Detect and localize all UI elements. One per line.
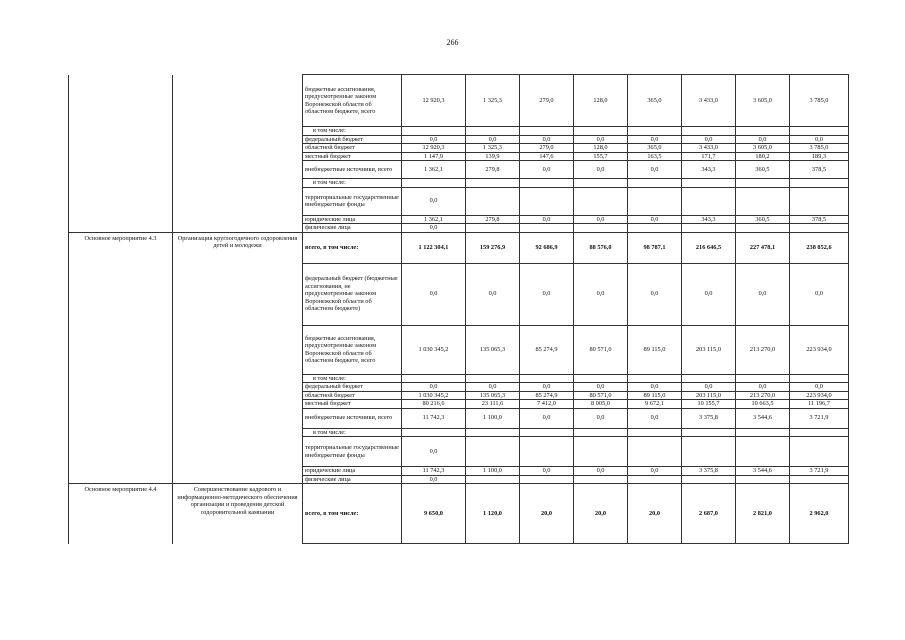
empty-cell [736, 475, 790, 484]
empty-cell [402, 428, 466, 437]
value-cell: 0,0 [402, 383, 466, 392]
row-label: юридические лица [303, 215, 402, 224]
empty-cell [790, 224, 849, 233]
empty-cell [520, 374, 574, 383]
value-cell: 0,0 [790, 383, 849, 392]
value-cell: 0,0 [402, 263, 466, 325]
row-label: территориальные государственные внебюджетные фонды [303, 437, 402, 467]
value-cell: 378,5 [790, 161, 849, 179]
empty-cell [574, 437, 628, 467]
empty-cell [574, 127, 628, 136]
empty-cell [466, 224, 520, 233]
value-cell: 7 412,0 [520, 400, 574, 409]
value-cell: 213 270,0 [736, 325, 790, 374]
value-cell: 11 196,7 [790, 400, 849, 409]
empty-cell [466, 437, 520, 467]
row-label: юридические лица [303, 467, 402, 476]
measure-description: Совершенствование кадрового и информационно-методического обеспечения организации и проведения детской оздоровительной кампании [173, 484, 303, 544]
value-cell: 3 785,0 [790, 144, 849, 153]
empty-cell [628, 127, 682, 136]
value-cell: 9 650,0 [402, 484, 466, 544]
empty-cell [574, 224, 628, 233]
value-cell: 2 962,0 [790, 484, 849, 544]
empty-cell [628, 475, 682, 484]
value-cell: 0,0 [682, 383, 736, 392]
value-cell: 3 544,6 [736, 467, 790, 476]
value-cell: 89 115,0 [628, 325, 682, 374]
empty-cell [736, 374, 790, 383]
row-label: бюджетные ассигнования, предусмотренные законом Воронежской области об областном бюджете, всего [303, 325, 402, 374]
value-cell: 0,0 [402, 437, 466, 467]
value-cell: 216 646,5 [682, 232, 736, 263]
value-cell: 0,0 [520, 383, 574, 392]
empty-cell [466, 127, 520, 136]
value-cell: 213 270,0 [736, 391, 790, 400]
value-cell: 1 030 345,2 [402, 325, 466, 374]
value-cell: 279,8 [466, 215, 520, 224]
value-cell: 0,0 [574, 383, 628, 392]
empty-cell [790, 475, 849, 484]
row-label: в том числе: [303, 428, 402, 437]
value-cell: 0,0 [628, 467, 682, 476]
value-cell: 0,0 [402, 475, 466, 484]
value-cell: 3 785,0 [790, 75, 849, 127]
value-cell: 139,9 [466, 152, 520, 161]
row-label: физические лица [303, 475, 402, 484]
empty-cell [790, 437, 849, 467]
value-cell: 343,3 [682, 215, 736, 224]
value-cell: 3 433,0 [682, 144, 736, 153]
value-cell: 80 571,0 [574, 391, 628, 400]
value-cell: 80 216,6 [402, 400, 466, 409]
row-label: местный бюджет [303, 152, 402, 161]
value-cell: 0,0 [574, 161, 628, 179]
empty-cell [574, 179, 628, 188]
empty-cell [574, 374, 628, 383]
value-cell: 163,5 [628, 152, 682, 161]
row-label: областной бюджет [303, 144, 402, 153]
value-cell: 9 672,1 [628, 400, 682, 409]
empty-cell [402, 179, 466, 188]
value-cell: 10 155,7 [682, 400, 736, 409]
value-cell: 85 274,9 [520, 391, 574, 400]
empty-cell [736, 437, 790, 467]
empty-cell [402, 374, 466, 383]
empty-cell [790, 179, 849, 188]
empty-cell [790, 127, 849, 136]
value-cell: 279,8 [466, 161, 520, 179]
value-cell: 360,5 [736, 161, 790, 179]
value-cell: 128,0 [574, 75, 628, 127]
value-cell: 171,7 [682, 152, 736, 161]
value-cell: 0,0 [520, 467, 574, 476]
value-cell: 0,0 [628, 215, 682, 224]
row-label: местный бюджет [303, 400, 402, 409]
empty-cell [736, 428, 790, 437]
value-cell: 1 147,9 [402, 152, 466, 161]
value-cell: 1 120,0 [466, 484, 520, 544]
value-cell: 0,0 [520, 135, 574, 144]
empty-cell [790, 187, 849, 215]
empty-cell [682, 428, 736, 437]
empty-cell [466, 374, 520, 383]
value-cell: 89 115,0 [628, 391, 682, 400]
row-label: всего, в том числе: [303, 484, 402, 544]
row-label: всего, в том числе: [303, 232, 402, 263]
row-label: физические лица [303, 224, 402, 233]
value-cell: 3 721,9 [790, 408, 849, 428]
empty-cell [520, 127, 574, 136]
empty-cell [466, 428, 520, 437]
value-cell: 155,7 [574, 152, 628, 161]
empty-cell [520, 475, 574, 484]
value-cell: 223 934,0 [790, 325, 849, 374]
value-cell: 0,0 [402, 224, 466, 233]
value-cell: 279,0 [520, 75, 574, 127]
value-cell: 92 686,9 [520, 232, 574, 263]
value-cell: 279,0 [520, 144, 574, 153]
empty-cell [736, 179, 790, 188]
value-cell: 1 325,3 [466, 75, 520, 127]
value-cell: 180,2 [736, 152, 790, 161]
value-cell: 0,0 [682, 135, 736, 144]
row-label: в том числе: [303, 179, 402, 188]
empty-cell [682, 187, 736, 215]
value-cell: 343,3 [682, 161, 736, 179]
empty-cell [628, 224, 682, 233]
empty-cell [628, 187, 682, 215]
value-cell: 0,0 [790, 135, 849, 144]
value-cell: 227 478,1 [736, 232, 790, 263]
value-cell: 85 274,9 [520, 325, 574, 374]
value-cell: 0,0 [466, 263, 520, 325]
value-cell: 238 852,6 [790, 232, 849, 263]
value-cell: 365,0 [628, 144, 682, 153]
value-cell: 0,0 [574, 135, 628, 144]
empty-cell [682, 475, 736, 484]
value-cell: 1 100,0 [466, 408, 520, 428]
empty-cell [402, 127, 466, 136]
empty-cell [682, 374, 736, 383]
value-cell: 10 663,5 [736, 400, 790, 409]
measure-description-continued [173, 75, 303, 233]
row-label: федеральный бюджет (бюджетные ассигнования, не предусмотренные законом Воронежской области об областном бюджете) [303, 263, 402, 325]
value-cell: 203 115,0 [682, 325, 736, 374]
row-label: в том числе: [303, 374, 402, 383]
value-cell: 11 742,3 [402, 467, 466, 476]
empty-cell [628, 374, 682, 383]
value-cell: 0,0 [736, 383, 790, 392]
empty-cell [466, 187, 520, 215]
value-cell: 0,0 [574, 408, 628, 428]
value-cell: 1 362,1 [402, 161, 466, 179]
value-cell: 365,0 [628, 75, 682, 127]
value-cell: 88 576,0 [574, 232, 628, 263]
value-cell: 3 605,0 [736, 144, 790, 153]
empty-cell [790, 374, 849, 383]
empty-cell [628, 179, 682, 188]
value-cell: 3 433,0 [682, 75, 736, 127]
empty-cell [520, 187, 574, 215]
value-cell: 0,0 [628, 263, 682, 325]
value-cell: 8 005,0 [574, 400, 628, 409]
empty-cell [466, 475, 520, 484]
value-cell: 0,0 [520, 161, 574, 179]
value-cell: 2 821,0 [736, 484, 790, 544]
value-cell: 0,0 [736, 263, 790, 325]
value-cell: 0,0 [402, 187, 466, 215]
value-cell: 0,0 [628, 161, 682, 179]
value-cell: 80 571,0 [574, 325, 628, 374]
empty-cell [466, 179, 520, 188]
value-cell: 1 325,3 [466, 144, 520, 153]
measure-name: Основное мероприятие 4.4 [69, 484, 173, 544]
value-cell: 0,0 [628, 408, 682, 428]
value-cell: 0,0 [520, 215, 574, 224]
value-cell: 203 115,0 [682, 391, 736, 400]
row-label: областной бюджет [303, 391, 402, 400]
value-cell: 0,0 [574, 215, 628, 224]
value-cell: 0,0 [574, 263, 628, 325]
value-cell: 223 934,0 [790, 391, 849, 400]
value-cell: 20,0 [520, 484, 574, 544]
value-cell: 3 721,9 [790, 467, 849, 476]
value-cell: 0,0 [520, 408, 574, 428]
value-cell: 0,0 [682, 263, 736, 325]
row-label: бюджетные ассигнования, предусмотренные законом Воронежской области об областном бюджете, всего [303, 75, 402, 127]
row-label: федеральный бюджет [303, 135, 402, 144]
value-cell: 23 111,6 [466, 400, 520, 409]
value-cell: 0,0 [628, 135, 682, 144]
empty-cell [520, 224, 574, 233]
value-cell: 1 030 345,2 [402, 391, 466, 400]
empty-cell [736, 127, 790, 136]
table-row [69, 232, 849, 263]
row-label: федеральный бюджет [303, 383, 402, 392]
row-label: внебюджетные источники, всего [303, 408, 402, 428]
empty-cell [682, 224, 736, 233]
value-cell: 12 920,3 [402, 75, 466, 127]
empty-cell [574, 187, 628, 215]
value-cell: 1 362,1 [402, 215, 466, 224]
empty-cell [790, 428, 849, 437]
measure-description: Организация круглогодичного оздоровления детей и молодежи [173, 232, 303, 484]
value-cell: 3 544,6 [736, 408, 790, 428]
value-cell: 0,0 [574, 467, 628, 476]
value-cell: 135 065,3 [466, 325, 520, 374]
value-cell: 3 605,0 [736, 75, 790, 127]
value-cell: 3 375,8 [682, 408, 736, 428]
empty-cell [736, 224, 790, 233]
value-cell: 2 687,0 [682, 484, 736, 544]
value-cell: 1 122 304,1 [402, 232, 466, 263]
value-cell: 0,0 [466, 135, 520, 144]
value-cell: 0,0 [402, 135, 466, 144]
value-cell: 135 065,3 [466, 391, 520, 400]
page-number: 266 [446, 38, 459, 47]
value-cell: 3 375,8 [682, 467, 736, 476]
empty-cell [682, 127, 736, 136]
measure-name-continued [69, 75, 173, 233]
value-cell: 0,0 [520, 263, 574, 325]
value-cell: 20,0 [628, 484, 682, 544]
empty-cell [736, 187, 790, 215]
value-cell: 0,0 [466, 383, 520, 392]
empty-cell [628, 437, 682, 467]
empty-cell [520, 428, 574, 437]
empty-cell [520, 437, 574, 467]
value-cell: 98 787,1 [628, 232, 682, 263]
value-cell: 159 276,9 [466, 232, 520, 263]
value-cell: 147,6 [520, 152, 574, 161]
empty-cell [682, 437, 736, 467]
measure-name: Основное мероприятие 4.3 [69, 232, 173, 484]
table-row [69, 75, 849, 127]
value-cell: 0,0 [790, 263, 849, 325]
value-cell: 378,5 [790, 215, 849, 224]
empty-cell [574, 475, 628, 484]
empty-cell [574, 428, 628, 437]
row-label: в том числе: [303, 127, 402, 136]
value-cell: 360,5 [736, 215, 790, 224]
row-label: территориальные государственные внебюджетные фонды [303, 187, 402, 215]
empty-cell [628, 428, 682, 437]
value-cell: 1 100,0 [466, 467, 520, 476]
budget-table [68, 74, 849, 544]
value-cell: 20,0 [574, 484, 628, 544]
value-cell: 0,0 [736, 135, 790, 144]
value-cell: 189,3 [790, 152, 849, 161]
value-cell: 11 742,3 [402, 408, 466, 428]
table-row [69, 484, 849, 544]
empty-cell [520, 179, 574, 188]
row-label: внебюджетные источники, всего [303, 161, 402, 179]
empty-cell [682, 179, 736, 188]
value-cell: 12 920,3 [402, 144, 466, 153]
value-cell: 0,0 [628, 383, 682, 392]
value-cell: 128,0 [574, 144, 628, 153]
